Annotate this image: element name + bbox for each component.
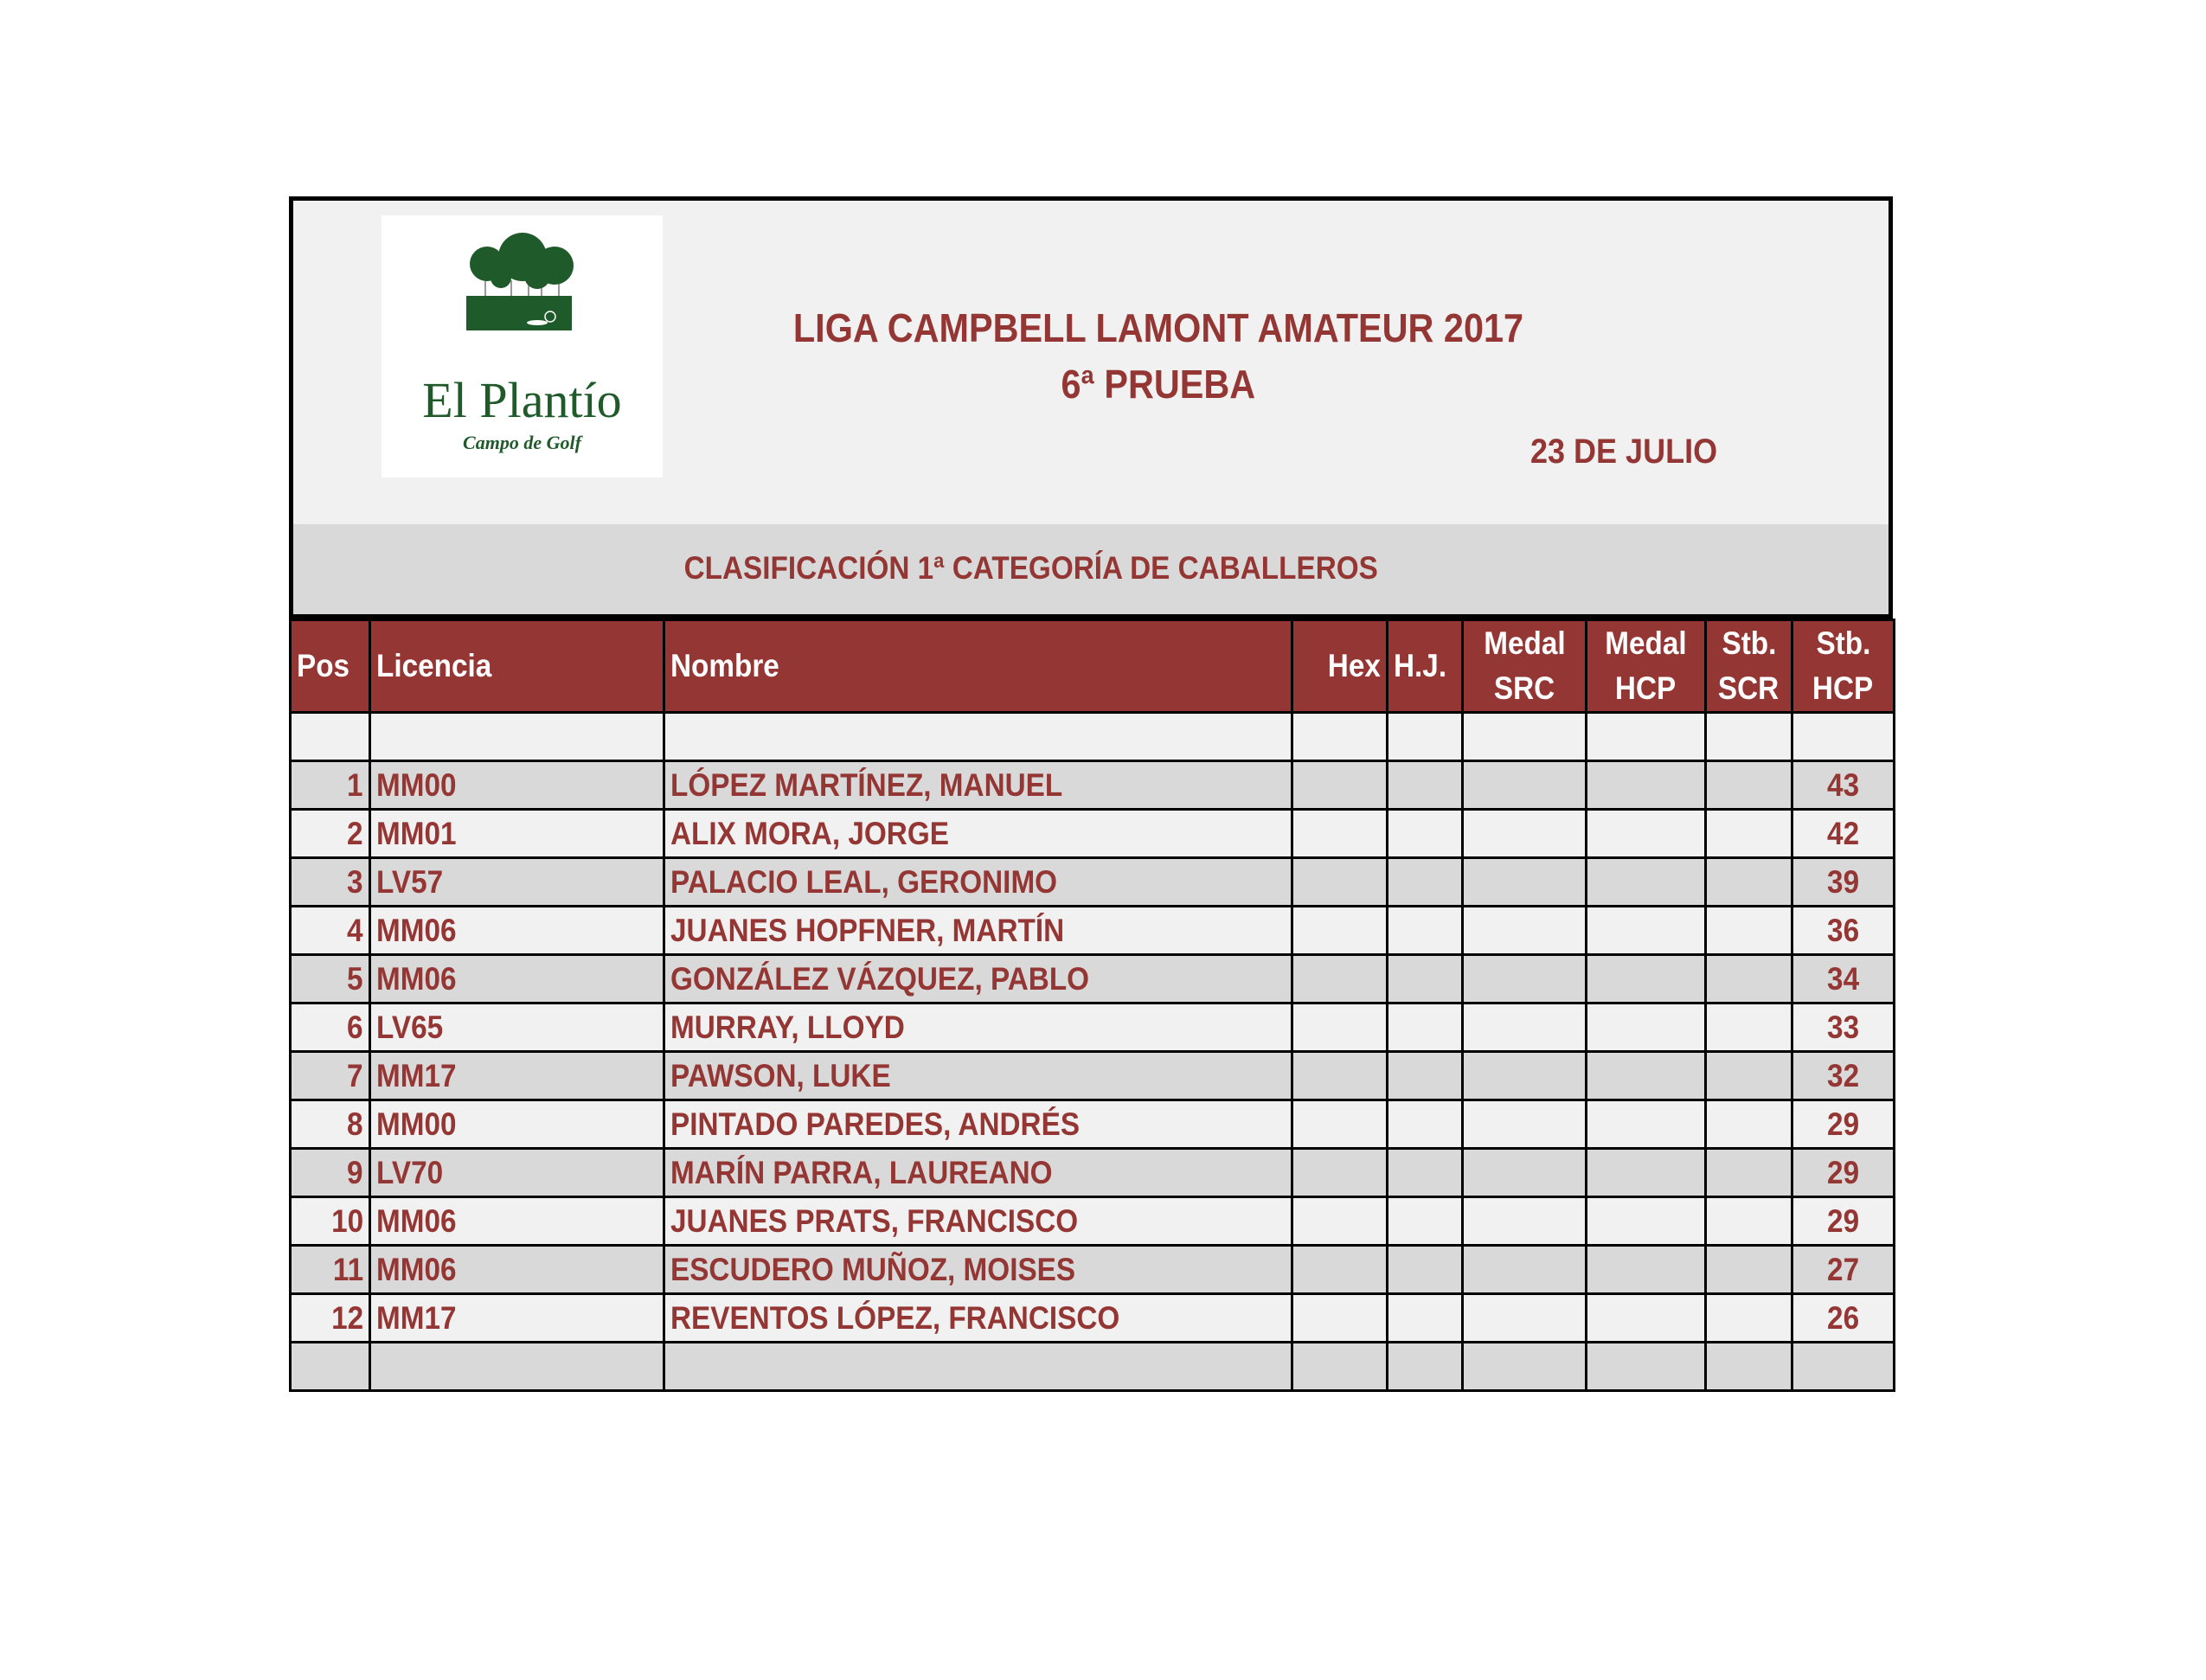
- col-header-pos[interactable]: [291, 620, 370, 713]
- licencia-value: MM01: [376, 815, 457, 851]
- cell-medal-hcp: [1587, 1149, 1706, 1197]
- pos-value: 3: [347, 863, 363, 900]
- cell-nombre: [664, 858, 1292, 907]
- cell-medal-hcp: [1587, 907, 1706, 955]
- section-title: [293, 550, 1889, 587]
- licencia-value: MM17: [376, 1057, 457, 1093]
- cell-stb-hcp: [1792, 1052, 1895, 1100]
- nombre-value: PALACIO LEAL, GERONIMO: [670, 863, 1058, 900]
- cell-stb-scr: [1706, 1100, 1792, 1149]
- cell-stb-scr: [1706, 858, 1792, 907]
- cell-medal-src: [1463, 761, 1587, 810]
- cell-stb-scr: [1706, 1149, 1792, 1197]
- cell-hex: [1292, 1149, 1388, 1197]
- cell-pos: [291, 1197, 370, 1246]
- cell-licencia: [370, 955, 664, 1004]
- cell-stb-hcp: [1792, 810, 1895, 858]
- cell-stb-scr: [1706, 955, 1792, 1004]
- cell-nombre: [664, 1149, 1292, 1197]
- cell-hj: [1388, 1197, 1463, 1246]
- licencia-value: LV65: [376, 1009, 444, 1045]
- cell-stb-hcp: [1792, 1100, 1895, 1149]
- cell-medal-src: [1463, 1149, 1587, 1197]
- cell-nombre: [664, 955, 1292, 1004]
- event-date: [1530, 433, 1738, 471]
- cell-medal-src: [1463, 1246, 1587, 1294]
- page-subtitle-text: 6ª PRUEBA: [1061, 362, 1256, 407]
- table-cell: [291, 713, 370, 761]
- nombre-value: MURRAY, LLOYD: [670, 1009, 905, 1045]
- cell-stb-scr: [1706, 1004, 1792, 1052]
- col-header-label: Nombre: [670, 648, 779, 683]
- pos-value: 6: [347, 1009, 363, 1045]
- cell-medal-src: [1463, 1004, 1587, 1052]
- table-cell: [664, 713, 1292, 761]
- nombre-value: ESCUDERO MUÑOZ, MOISES: [670, 1251, 1076, 1287]
- stb_hcp-value: 34: [1826, 960, 1860, 997]
- logo-name: El Plantío: [422, 372, 622, 428]
- cell-pos: [291, 1149, 370, 1197]
- col-header-label: SRC: [1493, 670, 1555, 706]
- table-cell: [1388, 1343, 1463, 1391]
- stb_hcp-value: 42: [1826, 815, 1860, 851]
- cell-nombre: [664, 1100, 1292, 1149]
- table-row: [291, 955, 1895, 1004]
- table-cell: [1463, 1343, 1587, 1391]
- cell-licencia: [370, 1197, 664, 1246]
- cell-stb-hcp: [1792, 1294, 1895, 1343]
- table-row-empty: [291, 713, 1895, 761]
- pos-value: 5: [347, 960, 363, 997]
- table-cell: [1463, 713, 1587, 761]
- cell-medal-hcp: [1587, 1100, 1706, 1149]
- cell-pos: [291, 1294, 370, 1343]
- licencia-value: MM06: [376, 1202, 457, 1239]
- col-header-label: Licencia: [376, 648, 492, 683]
- page-title: [293, 305, 1894, 351]
- cell-nombre: [664, 907, 1292, 955]
- cell-pos: [291, 1100, 370, 1149]
- table-cell: [1706, 1343, 1792, 1391]
- cell-medal-hcp: [1587, 810, 1706, 858]
- pos-value: 11: [332, 1251, 363, 1287]
- cell-licencia: [370, 1246, 664, 1294]
- stb_hcp-value: 29: [1826, 1106, 1860, 1142]
- table-row: [291, 907, 1895, 955]
- licencia-value: MM06: [376, 960, 457, 997]
- cell-stb-scr: [1706, 810, 1792, 858]
- cell-medal-hcp: [1587, 1004, 1706, 1052]
- table-row: [291, 810, 1895, 858]
- cell-nombre: [664, 1294, 1292, 1343]
- table-cell: [291, 1343, 370, 1391]
- nombre-value: MARÍN PARRA, LAUREANO: [670, 1154, 1053, 1190]
- cell-licencia: [370, 1294, 664, 1343]
- table-row: [291, 1149, 1895, 1197]
- cell-stb-scr: [1706, 1246, 1792, 1294]
- cell-stb-hcp: [1792, 907, 1895, 955]
- table-cell: [1292, 1343, 1388, 1391]
- event-date-text: 23 DE JULIO: [1530, 433, 1718, 471]
- cell-nombre: [664, 1197, 1292, 1246]
- table-row: [291, 761, 1895, 810]
- pos-value: 1: [347, 766, 363, 803]
- cell-pos: [291, 858, 370, 907]
- nombre-value: JUANES HOPFNER, MARTÍN: [670, 912, 1065, 948]
- section-header: [289, 524, 1893, 619]
- licencia-value: MM00: [376, 766, 457, 803]
- cell-licencia: [370, 810, 664, 858]
- pos-value: 4: [347, 912, 363, 948]
- cell-medal-hcp: [1587, 761, 1706, 810]
- nombre-value: REVENTOS LÓPEZ, FRANCISCO: [670, 1299, 1120, 1336]
- col-header-stb-scr[interactable]: [1706, 620, 1792, 713]
- col-header-medal-src[interactable]: [1463, 620, 1587, 713]
- stb_hcp-value: 33: [1826, 1009, 1860, 1045]
- cell-pos: [291, 1246, 370, 1294]
- cell-hex: [1292, 761, 1388, 810]
- col-header-hex[interactable]: [1292, 620, 1388, 713]
- cell-hex: [1292, 1197, 1388, 1246]
- cell-hex: [1292, 810, 1388, 858]
- licencia-value: MM00: [376, 1106, 457, 1142]
- col-header-label: HCP: [1615, 670, 1677, 706]
- nombre-value: PAWSON, LUKE: [670, 1057, 891, 1093]
- cell-hj: [1388, 1052, 1463, 1100]
- col-header-label: Medal: [1605, 625, 1687, 661]
- col-header-hj[interactable]: [1388, 620, 1463, 713]
- cell-licencia: [370, 907, 664, 955]
- cell-medal-hcp: [1587, 955, 1706, 1004]
- stb_hcp-value: 32: [1826, 1057, 1860, 1093]
- cell-stb-scr: [1706, 1197, 1792, 1246]
- cell-nombre: [664, 1004, 1292, 1052]
- cell-licencia: [370, 1149, 664, 1197]
- cell-pos: [291, 1004, 370, 1052]
- table-cell: [1706, 713, 1792, 761]
- cell-medal-src: [1463, 1100, 1587, 1149]
- cell-pos: [291, 810, 370, 858]
- cell-medal-src: [1463, 1052, 1587, 1100]
- cell-hj: [1388, 1004, 1463, 1052]
- col-header-stb-hcp[interactable]: [1792, 620, 1895, 713]
- table-row: [291, 1294, 1895, 1343]
- cell-hex: [1292, 1052, 1388, 1100]
- cell-stb-hcp: [1792, 1246, 1895, 1294]
- table-cell: [664, 1343, 1292, 1391]
- cell-hex: [1292, 955, 1388, 1004]
- col-header-label: Stb.: [1816, 625, 1870, 661]
- cell-licencia: [370, 858, 664, 907]
- cell-nombre: [664, 1246, 1292, 1294]
- cell-medal-src: [1463, 907, 1587, 955]
- col-header-nombre[interactable]: [664, 620, 1292, 713]
- table-row: [291, 1052, 1895, 1100]
- pos-value: 10: [330, 1202, 363, 1239]
- nombre-value: PINTADO PAREDES, ANDRÉS: [670, 1106, 1081, 1142]
- col-header-label: Medal: [1483, 625, 1566, 661]
- stb_hcp-value: 29: [1826, 1202, 1860, 1239]
- cell-stb-scr: [1706, 907, 1792, 955]
- cell-hj: [1388, 1149, 1463, 1197]
- cell-hex: [1292, 1004, 1388, 1052]
- licencia-value: MM06: [376, 912, 457, 948]
- table-cell: [1792, 1343, 1895, 1391]
- table-cell: [1388, 713, 1463, 761]
- table-cell: [1587, 713, 1706, 761]
- cell-medal-src: [1463, 1294, 1587, 1343]
- page-subtitle: [293, 361, 1894, 407]
- cell-medal-hcp: [1587, 858, 1706, 907]
- table-row: [291, 1246, 1895, 1294]
- licencia-value: MM17: [376, 1299, 457, 1336]
- table-row: [291, 858, 1895, 907]
- licencia-value: LV70: [376, 1154, 444, 1190]
- stb_hcp-value: 43: [1826, 766, 1860, 803]
- cell-stb-scr: [1706, 761, 1792, 810]
- results-table: [289, 619, 1895, 1392]
- cell-medal-src: [1463, 1197, 1587, 1246]
- cell-medal-src: [1463, 955, 1587, 1004]
- cell-pos: [291, 761, 370, 810]
- licencia-value: MM06: [376, 1251, 457, 1287]
- logo-subtitle: Campo de Golf: [463, 432, 581, 453]
- col-header-label: HCP: [1812, 670, 1874, 706]
- col-header-label: Hex: [1327, 648, 1381, 683]
- pos-value: 12: [330, 1299, 363, 1336]
- nombre-value: LÓPEZ MARTÍNEZ, MANUEL: [670, 766, 1063, 803]
- nombre-value: GONZÁLEZ VÁZQUEZ, PABLO: [670, 960, 1090, 997]
- pos-value: 8: [347, 1106, 363, 1142]
- cell-pos: [291, 907, 370, 955]
- table-cell: [370, 1343, 664, 1391]
- cell-stb-hcp: [1792, 1197, 1895, 1246]
- cell-pos: [291, 955, 370, 1004]
- stb_hcp-value: 29: [1826, 1154, 1860, 1190]
- cell-licencia: [370, 1052, 664, 1100]
- cell-licencia: [370, 1100, 664, 1149]
- cell-hj: [1388, 858, 1463, 907]
- cell-hex: [1292, 1294, 1388, 1343]
- table-row: [291, 1197, 1895, 1246]
- cell-hex: [1292, 907, 1388, 955]
- cell-medal-src: [1463, 858, 1587, 907]
- table-cell: [1292, 713, 1388, 761]
- stb_hcp-value: 26: [1826, 1299, 1860, 1336]
- table-body: [291, 713, 1895, 1391]
- cell-stb-hcp: [1792, 858, 1895, 907]
- stb_hcp-value: 36: [1826, 912, 1860, 948]
- nombre-value: ALIX MORA, JORGE: [670, 815, 949, 851]
- cell-nombre: [664, 810, 1292, 858]
- table-cell: [370, 713, 664, 761]
- col-header-medal-hcp[interactable]: [1587, 620, 1706, 713]
- col-header-licencia[interactable]: [370, 620, 664, 713]
- cell-hj: [1388, 1294, 1463, 1343]
- table-row: [291, 1004, 1895, 1052]
- cell-pos: [291, 1052, 370, 1100]
- page-title-text: LIGA CAMPBELL LAMONT AMATEUR 2017: [792, 305, 1524, 350]
- cell-medal-hcp: [1587, 1294, 1706, 1343]
- section-title-text: CLASIFICACIÓN 1ª CATEGORÍA DE CABALLEROS: [683, 550, 1378, 586]
- cell-hex: [1292, 1246, 1388, 1294]
- cell-medal-hcp: [1587, 1052, 1706, 1100]
- cell-hj: [1388, 761, 1463, 810]
- col-header-label: Pos: [297, 648, 350, 683]
- cell-stb-hcp: [1792, 1149, 1895, 1197]
- table-row: [291, 1100, 1895, 1149]
- stb_hcp-value: 27: [1826, 1251, 1860, 1287]
- cell-stb-scr: [1706, 1294, 1792, 1343]
- cell-medal-hcp: [1587, 1246, 1706, 1294]
- table-row-empty: [291, 1343, 1895, 1391]
- stb_hcp-value: 39: [1826, 863, 1860, 900]
- cell-nombre: [664, 761, 1292, 810]
- col-header-label: SCR: [1718, 670, 1780, 706]
- cell-hex: [1292, 858, 1388, 907]
- table-cell: [1792, 713, 1895, 761]
- cell-hj: [1388, 1246, 1463, 1294]
- col-header-label: Stb.: [1722, 625, 1776, 661]
- cell-stb-hcp: [1792, 1004, 1895, 1052]
- pos-value: 9: [347, 1154, 363, 1190]
- licencia-value: LV57: [376, 863, 444, 900]
- cell-hj: [1388, 1100, 1463, 1149]
- table-header-row: [291, 620, 1895, 713]
- cell-hj: [1388, 955, 1463, 1004]
- cell-licencia: [370, 1004, 664, 1052]
- cell-medal-src: [1463, 810, 1587, 858]
- cell-hj: [1388, 810, 1463, 858]
- cell-licencia: [370, 761, 664, 810]
- cell-hj: [1388, 907, 1463, 955]
- nombre-value: JUANES PRATS, FRANCISCO: [670, 1202, 1079, 1239]
- cell-stb-hcp: [1792, 761, 1895, 810]
- cell-stb-scr: [1706, 1052, 1792, 1100]
- header-panel: [289, 196, 1893, 529]
- cell-nombre: [664, 1052, 1292, 1100]
- col-header-label: H.J.: [1394, 648, 1447, 683]
- cell-stb-hcp: [1792, 955, 1895, 1004]
- cell-medal-hcp: [1587, 1197, 1706, 1246]
- table-cell: [1587, 1343, 1706, 1391]
- pos-value: 7: [347, 1057, 363, 1093]
- cell-hex: [1292, 1100, 1388, 1149]
- pos-value: 2: [347, 815, 363, 851]
